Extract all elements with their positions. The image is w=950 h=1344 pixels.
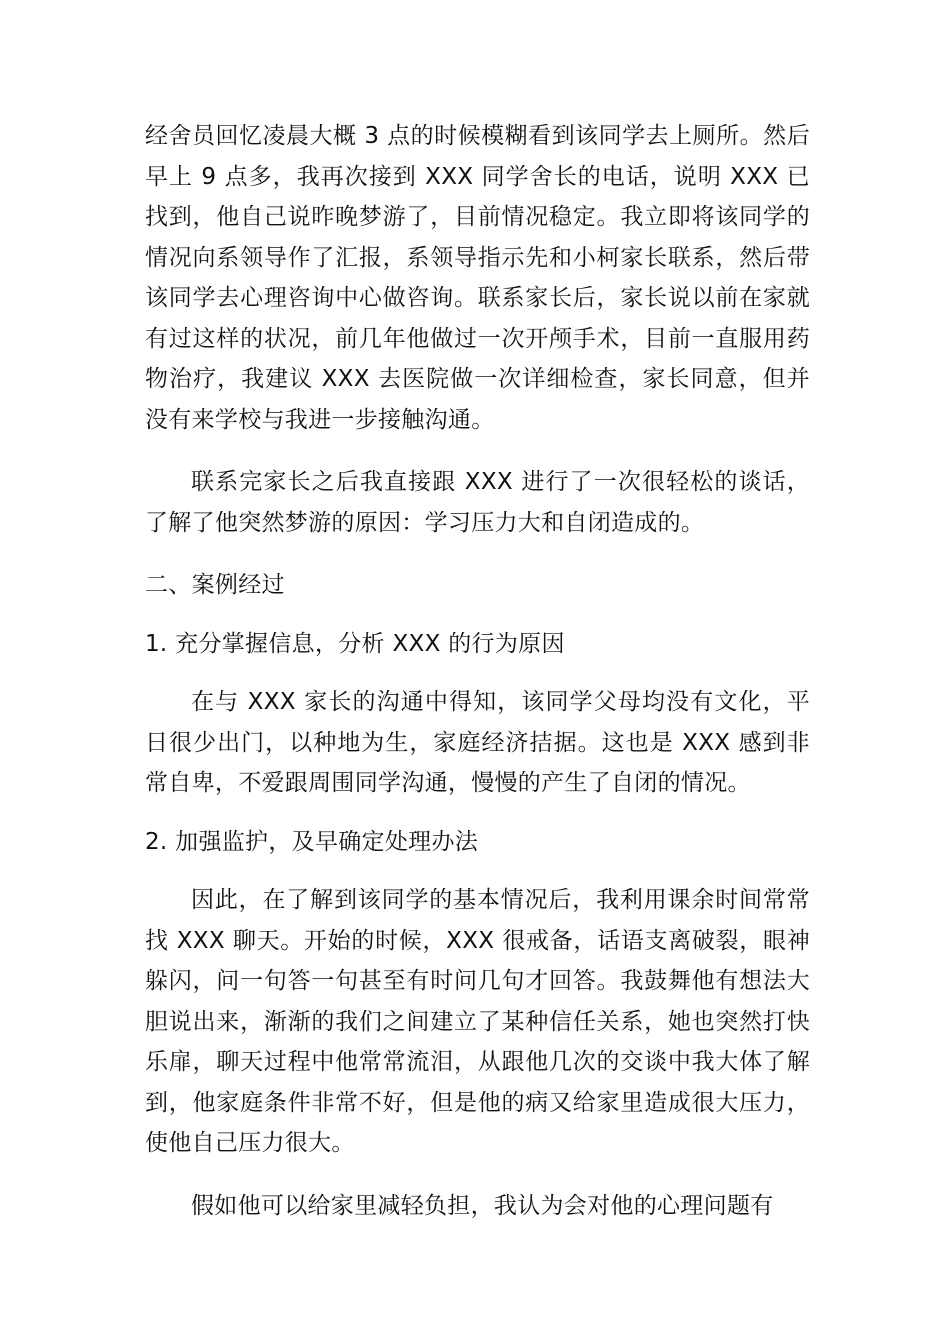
paragraph-family-background: 在与 XXX 家长的沟通中得知，该同学父母均没有文化，平日很少出门，以种地为生，家庭经济拮据。这也是 XXX 感到非常自卑，不爱跟周围同学沟通，慢慢的产生了自闭的情况。 [145,689,810,796]
paragraph-conversation: 联系完家长之后我直接跟 XXX 进行了一次很轻松的谈话，了解了他突然梦游的原因：学习压力大和自闭造成的。 [145,469,810,536]
document-body [145,116,810,1226]
section-heading-case-process: 二、案例经过 [145,572,285,598]
paragraph-reducing-burden: 假如他可以给家里减轻负担，我认为会对他的心理问题有 [191,1192,774,1219]
paragraph-building-trust: 因此，在了解到该同学的基本情况后，我利用课余时间常常找 XXX 聊天。开始的时候，XXX 很戒备，话语支离破裂，眼神躲闪，问一句答一句甚至有时问几句才回答。我鼓舞他有想法大胆说出来，渐渐的我们之间建立了某种信任关系，她也突然打快乐扉，聊天过程中他常常流泪，从跟他几次的交谈中我大体了解到，他家庭条件非常不好，但是他的病又给家里造成很大压力，使他自己压力很大。 [145,887,810,1156]
subheading-strengthen-supervision: 2. 加强监护，及早确定处理办法 [145,828,479,855]
subheading-gather-information: 1. 充分掌握信息，分析 XXX 的行为原因 [145,630,565,657]
paragraph-incident-followup: 经舍员回忆凌晨大概 3 点的时候模糊看到该同学去上厕所。然后早上 9 点多，我再次接到 XXX 同学舍长的电话，说明 XXX 已找到，他自己说昨晚梦游了，目前情况稳定。我立即将该同学的情况向系领导作了汇报，系领导指示先和小柯家长联系，然后带该同学去心理咨询中心做咨询。联系家长后，家长说以前在家就有过这样的状况，前几年他做过一次开颅手术，目前一直服用药物治疗，我建议 XXX 去医院做一次详细检查，家长同意，但并没有来学校与我进一步接触沟通。 [145,123,810,433]
